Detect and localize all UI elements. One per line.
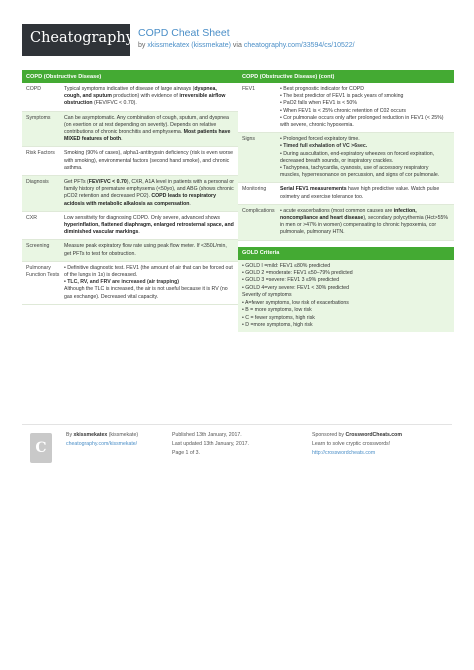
logo-text: Cheatography xyxy=(30,30,134,46)
gold-criteria-item: • D =more symptoms, high risk xyxy=(242,321,313,328)
cheatography-logo[interactable] xyxy=(22,24,134,56)
value-text: . xyxy=(121,136,123,143)
row-value xyxy=(64,115,234,144)
row-label: COPD xyxy=(26,86,41,92)
value-text: Smoking (90% of cases), alpha1-antitrypsin deficiency (risk is even worse with smoking), environmental factors (second hand smoke), and chronic asthma. xyxy=(64,150,233,171)
table-row xyxy=(238,133,454,183)
row-label: Screening xyxy=(26,243,50,250)
row-value xyxy=(64,86,234,108)
value-text: ), secondary polycythemia (Hct>55% in men or >47% in women) compensating to chronic hypoxemia, cor pulmonale, pulmonary HTN. xyxy=(280,215,448,236)
row-value xyxy=(280,186,450,200)
cheatography-c-icon xyxy=(30,433,52,463)
sheet-url-link[interactable]: cheatography.com/33594/cs/10522/ xyxy=(243,42,355,49)
table-row xyxy=(22,212,238,241)
byline-prefix: by xyxy=(138,42,148,49)
value-text: Low sensitivity for diagnosing COPD. Only severe, advanced shows xyxy=(64,214,220,221)
value-line: • Timed full exhalation of VC >6sec. xyxy=(280,143,368,150)
value-text: Typical symptoms indicative of disease of large airways ( xyxy=(64,86,195,92)
footer-page: Page 1 of 3. xyxy=(172,450,200,456)
table-row xyxy=(22,147,238,176)
value-line: • Tachypnea, tachycardia, cyanosis, use of accessory respiratory muscles, hyperresonance on percussion, and signs of cor pulmonale. xyxy=(280,165,440,179)
row-value xyxy=(64,150,234,172)
value-line: • PaO2 falls when FEV1 is < 50% xyxy=(280,100,357,107)
footer-by: By xyxy=(66,432,74,438)
footer-author-url[interactable]: cheatography.com/kissmekate/ xyxy=(66,441,138,447)
table-row xyxy=(238,183,454,204)
right-column xyxy=(238,70,454,332)
row-value xyxy=(64,243,234,257)
row-label: Symptoms xyxy=(26,114,51,121)
footer-sponsor-url[interactable]: http://crosswordcheats.com xyxy=(312,450,376,456)
value-line: • TLC, RV, and FRV are increased (air trapping) xyxy=(64,279,180,286)
row-value xyxy=(64,179,234,208)
emphasis-text: hyperinflation, flattened diaphragm, enlarged retrosternal space, and diminished vascular markings xyxy=(64,222,234,236)
emphasis-text: FEV/FVC < 0.70 xyxy=(88,179,127,186)
gold-criteria-item: • GOLD I =mild: FEV1 ≤80% predicted xyxy=(242,262,331,269)
value-text: . xyxy=(189,200,191,207)
value-text: have high predictive value. Watch pulse oximetry and exercise tolerance too. xyxy=(280,186,440,200)
section-heading-copd-cont: COPD (Obstructive Disease) (cont) xyxy=(238,70,454,83)
value-line: • The best predictor of FEV1 is pack years of smoking xyxy=(280,93,404,100)
footer-published: Published 13th January, 2017. xyxy=(172,432,242,438)
emphasis-text: infection, noncompliance and heart disease xyxy=(280,207,417,222)
footer-sponsor-tagline: Learn to solve cryptic crosswords! xyxy=(312,441,391,447)
emphasis-text: dyspnea, cough, and sputum xyxy=(64,86,217,100)
table-row xyxy=(238,205,454,241)
value-line: • Prolonged forced expiratory time. xyxy=(280,136,360,143)
row-label: Risk Factors xyxy=(26,150,55,157)
table-row xyxy=(22,112,238,148)
table-row xyxy=(22,262,238,305)
gold-criteria-item: • C = fewer symptoms, high risk xyxy=(242,314,315,321)
section-heading-gold: GOLD Criteria xyxy=(238,247,454,260)
row-label: Complications xyxy=(242,207,275,214)
byline xyxy=(138,42,355,49)
page-header xyxy=(0,0,474,58)
page-footer xyxy=(22,424,452,472)
left-column xyxy=(22,70,238,305)
value-text: • acute exacerbations (most common causes are xyxy=(280,207,394,214)
gold-criteria-item: • GOLD 4=very severe: FEV1 < 30% predicted xyxy=(242,284,350,291)
footer-author-handle: (kissmekate) xyxy=(107,432,139,438)
gold-criteria-item: Severity of symptoms xyxy=(242,292,292,299)
footer-dates xyxy=(172,431,249,458)
row-label: Signs xyxy=(242,136,255,143)
row-label: Monitoring xyxy=(242,186,267,193)
gold-criteria-item: • B = more symptoms, low risk xyxy=(242,307,312,314)
table-row xyxy=(238,83,454,133)
section-heading-copd: COPD (Obstructive Disease) xyxy=(22,70,238,83)
value-line: • When FEV1 is < 25% chronic retention of C02 occurs xyxy=(280,107,406,114)
gold-criteria-item: • GOLD 2 =moderate: FEV1 ≤50–79% predicted xyxy=(242,270,353,277)
emphasis-text: COPD leads to respiratory acidosis with metabolic alkalosis as compensation xyxy=(64,193,216,207)
row-label: CXR xyxy=(26,214,37,221)
value-line: • Best prognostic indicator for COPD xyxy=(280,86,364,92)
table-row xyxy=(22,83,238,112)
row-label: Pulmonary Function Tests xyxy=(26,264,60,279)
value-text: Can be asymptomatic. Any combination of cough, sputum, and dyspnea (on exertion or at rest depending on severity). Depends on relative contributions of chronic bronchitis and emphysema. xyxy=(64,114,229,136)
gold-section xyxy=(238,247,454,333)
gold-criteria-item: • A=fewer symptoms, low risk of exacerbations xyxy=(242,299,349,306)
copd-table xyxy=(22,83,238,305)
author-link[interactable]: xkissmekatex (kissmekate) xyxy=(147,42,231,49)
row-value xyxy=(280,86,450,129)
value-line: Although the TLC is increased, the air is not useful because it is RV (no gas exchange). Decreased vital capacity. xyxy=(64,286,228,300)
emphasis-text: Serial FEV1 measurements xyxy=(280,186,347,193)
value-text: . xyxy=(138,229,140,236)
copd-cont-table xyxy=(238,83,454,241)
value-line: • Cor pulmonale occurs only after prolonged reduction in FEV1 (< 25%) with severe, chronic hypoxemia. xyxy=(280,114,444,129)
footer-author xyxy=(66,431,138,449)
footer-sponsor xyxy=(312,431,402,458)
row-label: Diagnosis xyxy=(26,179,49,186)
value-line: • Definitive diagnostic test. FEV1 (the amount of air that can be forced out of the lungs in 1s) is decreased. xyxy=(64,264,233,279)
value-line: • During auscultation, end-expiratory wheezes on forced expiration, decreased breath sounds, or inspiratory crackles. xyxy=(280,150,435,164)
value-text: production) with evidence of xyxy=(111,93,180,100)
row-value xyxy=(280,136,450,179)
table-row xyxy=(22,240,238,261)
row-value xyxy=(280,208,450,237)
row-value xyxy=(64,215,234,237)
emphasis-text: Most patients have MIXED features of both xyxy=(64,129,231,143)
footer-sponsor-name[interactable]: CrosswordCheats.com xyxy=(345,432,402,438)
value-text: ), CXR, A1A level in patients with a personal or family history of premature emphysema (<50yo), and ABG (shows chronic pCO2 retention and decreased PO2). xyxy=(64,179,234,200)
table-row xyxy=(22,176,238,212)
value-text: Get PFTs ( xyxy=(64,179,89,186)
value-text: Measure peak expiratory flow rate using peak flow meter. If <350L/min, get PFTs to test for obstruction. xyxy=(64,243,227,257)
footer-updated: Last updated 13th January, 2017. xyxy=(172,441,249,447)
footer-author-name[interactable]: xkissmekatex xyxy=(73,432,108,438)
emphasis-text: irreversible airflow obstruction xyxy=(64,93,226,107)
page-title: COPD Cheat Sheet xyxy=(138,27,230,39)
row-value xyxy=(64,265,234,301)
gold-criteria-list xyxy=(238,260,454,333)
byline-via: via xyxy=(230,42,244,49)
row-label: FEV1 xyxy=(242,86,255,92)
value-text: (FEV/FVC < 0.70). xyxy=(92,100,137,107)
gold-criteria-item: • GOLD 3 =severe: FEV1 3 ≤9% predicted xyxy=(242,277,340,284)
footer-sponsor-prefix: Sponsored by xyxy=(312,432,346,438)
footer-logo-letter: C xyxy=(35,440,47,456)
